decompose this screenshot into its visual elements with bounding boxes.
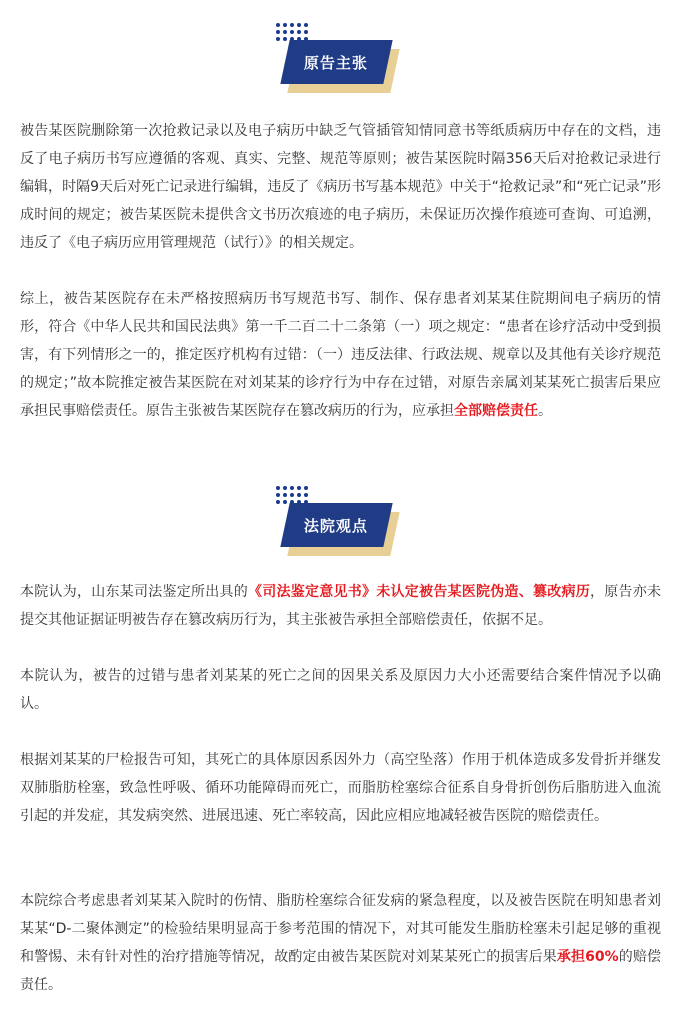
section-title: 法院观点	[304, 516, 369, 535]
paragraph: 本院认为，被告的过错与患者刘某某的死亡之间的因果关系及原因力大小还需要结合案件情况予以确认。	[20, 668, 661, 712]
section-badge	[280, 40, 392, 84]
dot-grid-decoration	[276, 486, 308, 504]
paragraph	[20, 887, 661, 999]
paragraph	[20, 285, 661, 425]
paragraph-text: 本院综合考虑患者刘某某入院时的伤情、脂肪栓塞综合征发病的紧急程度，以及被告医院在明知患者刘某某“D-二聚体测定”的检验结果明显高于参考范围的情况下，对其可能发生脂肪栓塞未引起足够的重视和警惕、未有针对性的治疗措施等情况，故酌定由被告某医院对刘某某死亡的损害后果	[20, 893, 661, 965]
paragraph-text: 综上，被告某医院存在未严格按照病历书写规范书写、制作、保存患者刘某某住院期间电子病历的情形，符合《中华人民共和国民法典》第一千二百二十二条第（一）项之规定：“患者在诊疗活动中受到损害，有下列情形之一的，推定医疗机构有过错：（一）违反法律、行政法规、规章以及其他有关诊疗规范的规定；”故本院推定被告某医院在对刘某某的诊疗行为中存在过错，对原告亲属刘某某死亡损害后果应承担民事赔偿责任。原告主张被告某医院存在篡改病历的行为，应承担	[20, 291, 661, 419]
section-title: 原告主张	[304, 53, 369, 72]
highlight-text: 承担60%	[556, 949, 619, 965]
section-header-court	[0, 486, 681, 556]
paragraph-text: 。	[538, 403, 552, 419]
highlight-text: 全部赔偿责任	[454, 403, 538, 419]
paragraph	[20, 578, 661, 634]
dot-grid-decoration	[276, 23, 308, 41]
paragraph-text: ，原告亦未提交其他证据证明被告存在篡改病历行为，其主张被告承担全部赔偿责任，依据不足。	[20, 584, 661, 628]
section-header-plaintiff	[0, 23, 681, 93]
paragraph: 根据刘某某的尸检报告可知，其死亡的具体原因系因外力（高空坠落）作用于机体造成多发骨折并继发双肺脂肪栓塞，致急性呼吸、循环功能障碍而死亡，而脂肪栓塞综合征系自身骨折创伤后脂肪进入血流引起的并发症，其发病突然、进展迅速、死亡率较高，因此应相应地减轻被告医院的赔偿责任。	[20, 752, 661, 824]
section-badge	[280, 503, 392, 547]
paragraph-text: 的赔偿责任。	[20, 949, 662, 993]
paragraph-text: 本院认为，山东某司法鉴定所出具的	[20, 584, 248, 600]
highlight-text: 《司法鉴定意见书》未认定被告某医院伪造、篡改病历	[248, 584, 590, 600]
paragraph: 被告某医院删除第一次抢救记录以及电子病历中缺乏气管插管知情同意书等纸质病历中存在的文档，违反了电子病历书写应遵循的客观、真实、完整、规范等原则；被告某医院时隔356天后对抢救记录进行编辑，时隔9天后对死亡记录进行编辑，违反了《病历书写基本规范》中关于“抢救记录”和“死亡记录”形成时间的规定；被告某医院未提供含文书历次痕迹的电子病历，未保证历次操作痕迹可查询、可追溯，违反了《电子病历应用管理规范（试行）》的相关规定。	[20, 123, 661, 251]
